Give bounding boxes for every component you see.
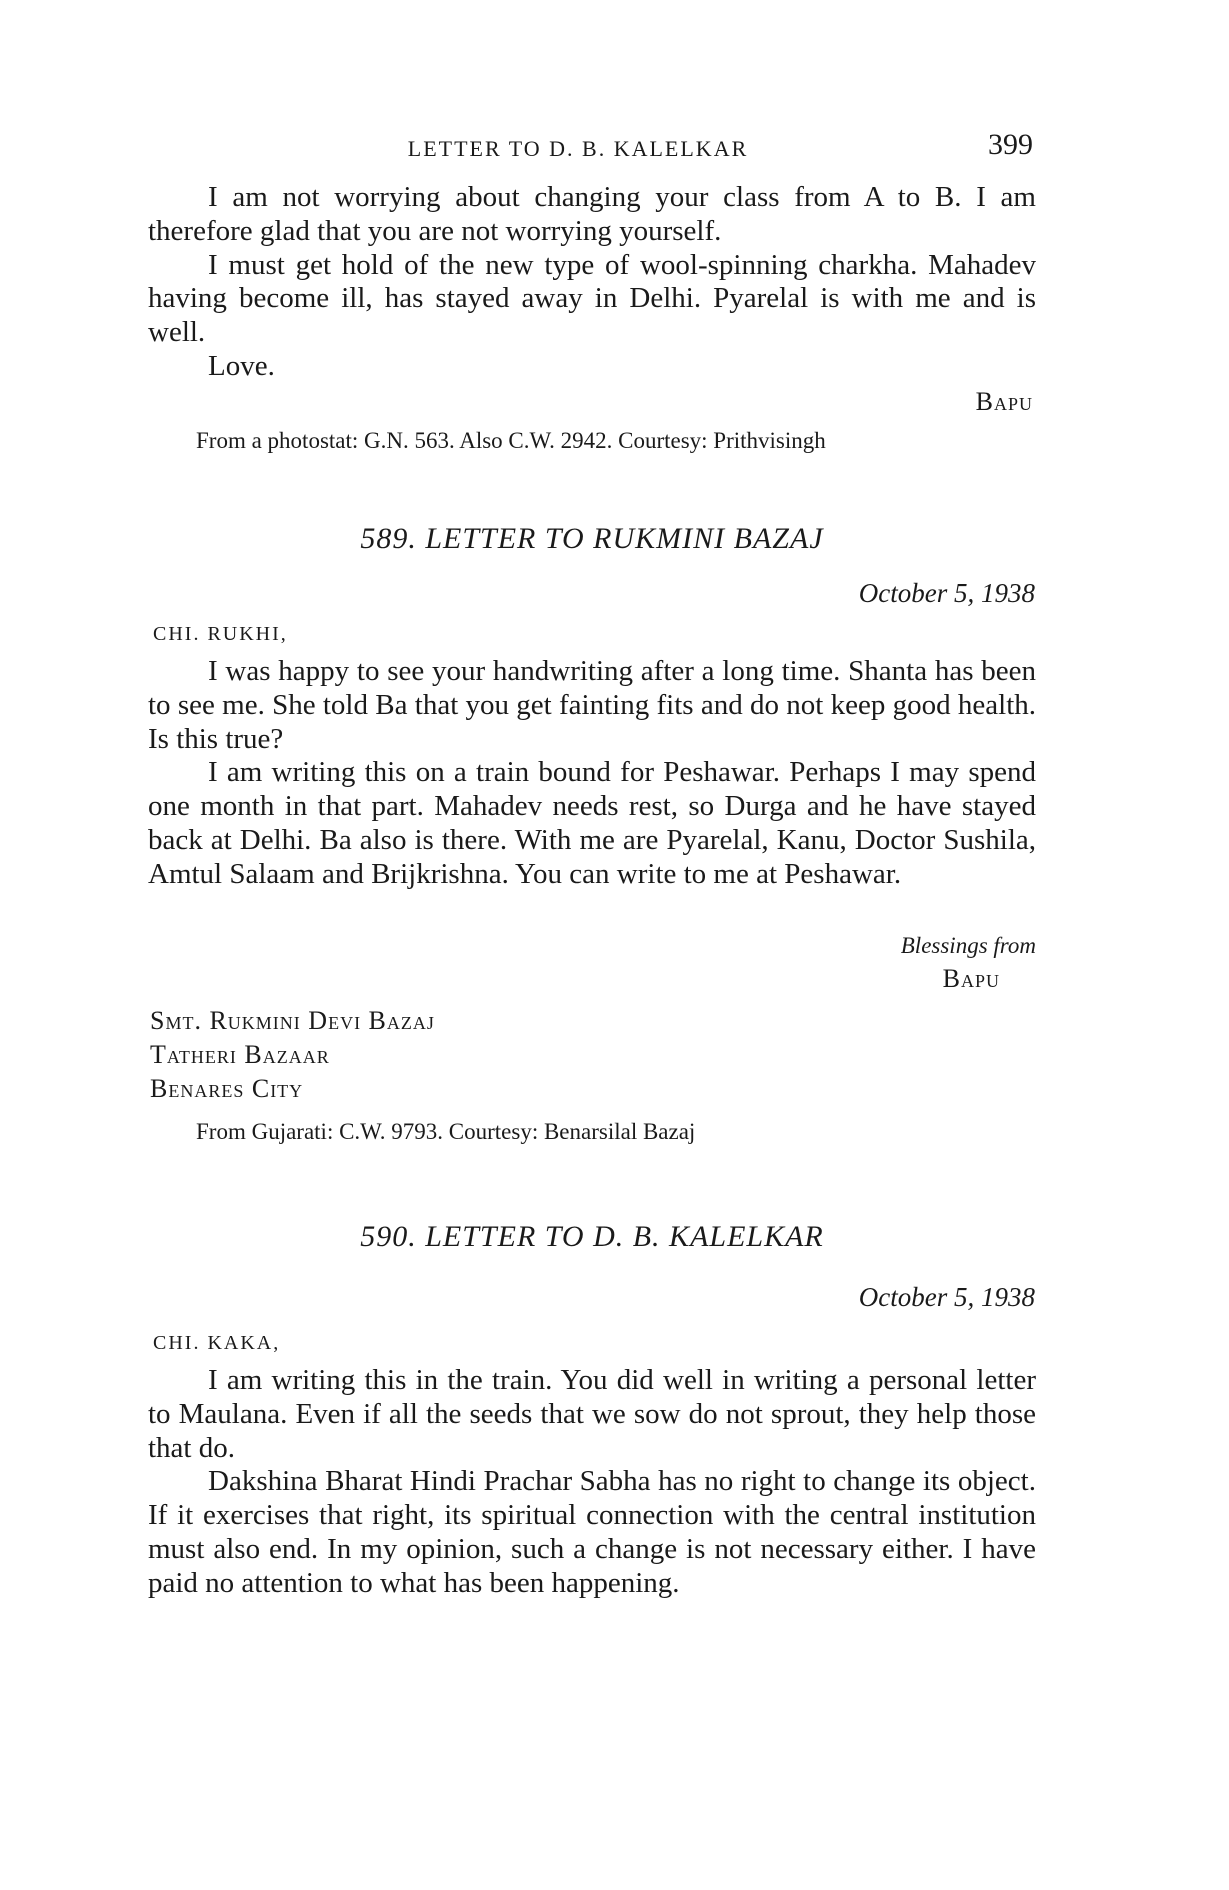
page-number: 399 bbox=[988, 128, 1033, 161]
signature: Bapu bbox=[942, 964, 1000, 993]
source-note: From Gujarati: C.W. 9793. Courtesy: Benarsilal Bazaj bbox=[196, 1119, 696, 1144]
paragraph: I must get hold of the new type of wool-spinning charkha. Mahadev having become ill, has stayed away in Delhi. Pyarelal is with me and is well. bbox=[148, 248, 1036, 349]
signature: Bapu bbox=[975, 387, 1033, 416]
previous-letter-body bbox=[148, 181, 1036, 384]
paragraph: I am writing this on a train bound for Peshawar. Perhaps I may spend one month in that part. Mahadev needs rest, so Durga and he have stayed back at Delhi. Ba also is there. With me are Pyarelal, Kanu, Doctor Sushila, Amtul Salaam and Brijkrishna. You can write to me at Peshawar. bbox=[148, 756, 1036, 890]
paragraph: Love. bbox=[208, 349, 275, 382]
address-line: Benares City bbox=[150, 1074, 304, 1103]
paragraph: Dakshina Bharat Hindi Prachar Sabha has no right to change its object. If it exercises that right, its spiritual connection with the central institution must also end. In my opinion, such a change is not necessary either. I have paid no attention to what has been happening. bbox=[148, 1465, 1036, 1599]
salutation: CHI. RUKHI, bbox=[153, 623, 288, 645]
letter-heading: 590. LETTER TO D. B. KALELKAR bbox=[360, 1220, 824, 1253]
paragraph: I was happy to see your handwriting after a long time. Shanta has been to see me. She told Ba that you get fainting fits and do not keep good health. Is this true? bbox=[148, 655, 1036, 755]
letter-heading: 589. LETTER TO RUKMINI BAZAJ bbox=[360, 522, 824, 555]
letter-body bbox=[148, 655, 1036, 892]
blessing-line: Blessings from bbox=[900, 933, 1036, 958]
running-title: LETTER TO D. B. KALELKAR bbox=[407, 136, 749, 161]
address-line: Smt. Rukmini Devi Bazaj bbox=[150, 1006, 435, 1035]
letter-date: October 5, 1938 bbox=[858, 1282, 1035, 1312]
source-note: From a photostat: G.N. 563. Also C.W. 2942. Courtesy: Prithvisingh bbox=[196, 428, 826, 453]
paragraph: I am not worrying about changing your class from A to B. I am therefore glad that you are not worrying yourself. bbox=[148, 181, 1036, 247]
address-line: Tatheri Bazaar bbox=[150, 1040, 330, 1069]
running-head bbox=[148, 128, 1038, 168]
letter-date: October 5, 1938 bbox=[858, 578, 1035, 608]
letter-body bbox=[148, 1364, 1036, 1601]
salutation: CHI. KAKA, bbox=[153, 1332, 281, 1354]
recipient-address bbox=[150, 1004, 435, 1106]
paragraph: I am writing this in the train. You did well in writing a personal letter to Maulana. Even if all the seeds that we sow do not sprout, they help those that do. bbox=[148, 1364, 1036, 1464]
